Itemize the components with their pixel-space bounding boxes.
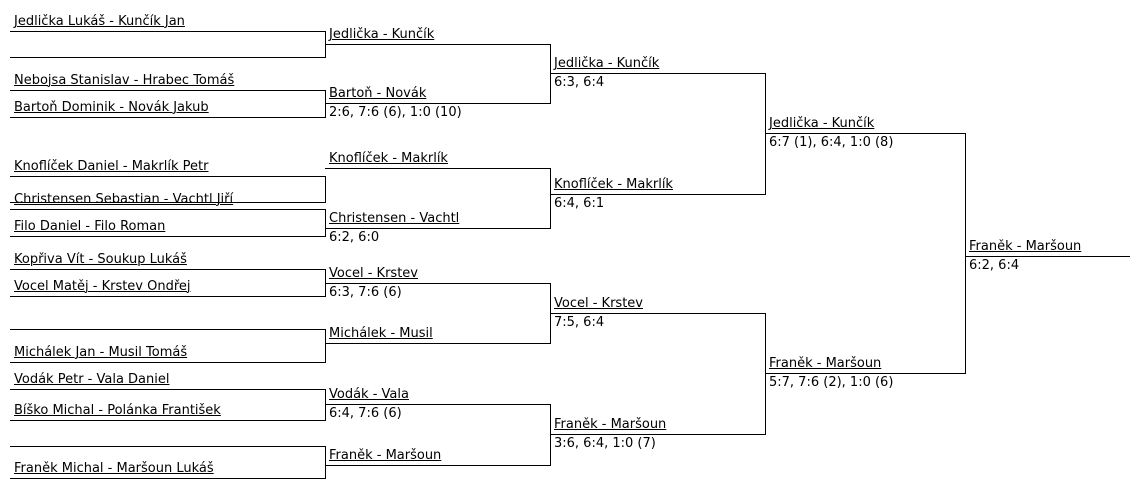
round-2-team-name: Michálek - Musil: [329, 326, 433, 341]
semifinal-team-name: Jedlička - Kunčík: [769, 116, 875, 131]
round-1-team-name: Jedlička Lukáš - Kunčík Jan: [14, 14, 185, 29]
round-3-team-name: Knoflíček - Makrlík: [554, 177, 673, 192]
round-2-match-score: 6:2, 6:0: [329, 230, 380, 245]
round-1-team-name: Bartoň Dominik - Novák Jakub: [14, 100, 209, 115]
round-1-team-name: Michálek Jan - Musil Tomáš: [14, 345, 188, 360]
round-3-match-score: 7:5, 6:4: [554, 315, 605, 330]
round-1-team-name: Filo Daniel - Filo Roman: [14, 219, 166, 234]
round-2-team-name: Franěk - Maršoun: [329, 448, 442, 463]
round-2-team-name: Knoflíček - Makrlík: [329, 151, 448, 166]
round-2-match-score: 6:3, 7:6 (6): [329, 285, 402, 300]
round-2-team-name: Vocel - Krstev: [329, 266, 418, 281]
round-3-team-name: Jedlička - Kunčík: [554, 56, 660, 71]
round-2-match-score: 2:6, 7:6 (6), 1:0 (10): [329, 105, 462, 120]
round-1-team-name: Vocel Matěj - Krstev Ondřej: [14, 279, 191, 294]
final-team-name: Franěk - Maršoun: [969, 239, 1082, 254]
round-1-team-name: Christensen Sebastian - Vachtl Jiří: [14, 192, 234, 207]
round-1-team-name: Franěk Michal - Maršoun Lukáš: [14, 461, 214, 476]
round-1-team-name: Nebojsa Stanislav - Hrabec Tomáš: [14, 73, 235, 88]
round-2-match-score: 6:4, 7:6 (6): [329, 406, 402, 421]
round-3-match-score: 6:4, 6:1: [554, 196, 605, 211]
round-3-team-name: Vocel - Krstev: [554, 296, 643, 311]
round-2-team-name: Jedlička - Kunčík: [329, 27, 435, 42]
round-3-match-score: 6:3, 6:4: [554, 75, 605, 90]
round-1-team-name: Kopřiva Vít - Soukup Lukáš: [14, 252, 187, 267]
round-3-team-name: Franěk - Maršoun: [554, 417, 667, 432]
round-2-team-name: Christensen - Vachtl: [329, 211, 460, 226]
round-3-match-score: 3:6, 6:4, 1:0 (7): [554, 436, 656, 451]
round-2-team-name: Vodák - Vala: [329, 387, 409, 402]
round-2-team-name: Bartoň - Novák: [329, 86, 427, 101]
semifinal-match-score: 5:7, 7:6 (2), 1:0 (6): [769, 375, 894, 390]
semifinal-team-name: Franěk - Maršoun: [769, 356, 882, 371]
round-1-team-name: Bíško Michal - Polánka František: [14, 403, 221, 418]
round-1-team-name: Vodák Petr - Vala Daniel: [14, 372, 170, 387]
round-1-team-name: Knoflíček Daniel - Makrlík Petr: [14, 159, 209, 174]
semifinal-match-score: 6:7 (1), 6:4, 1:0 (8): [769, 135, 894, 150]
final-match-score: 6:2, 6:4: [969, 258, 1020, 273]
